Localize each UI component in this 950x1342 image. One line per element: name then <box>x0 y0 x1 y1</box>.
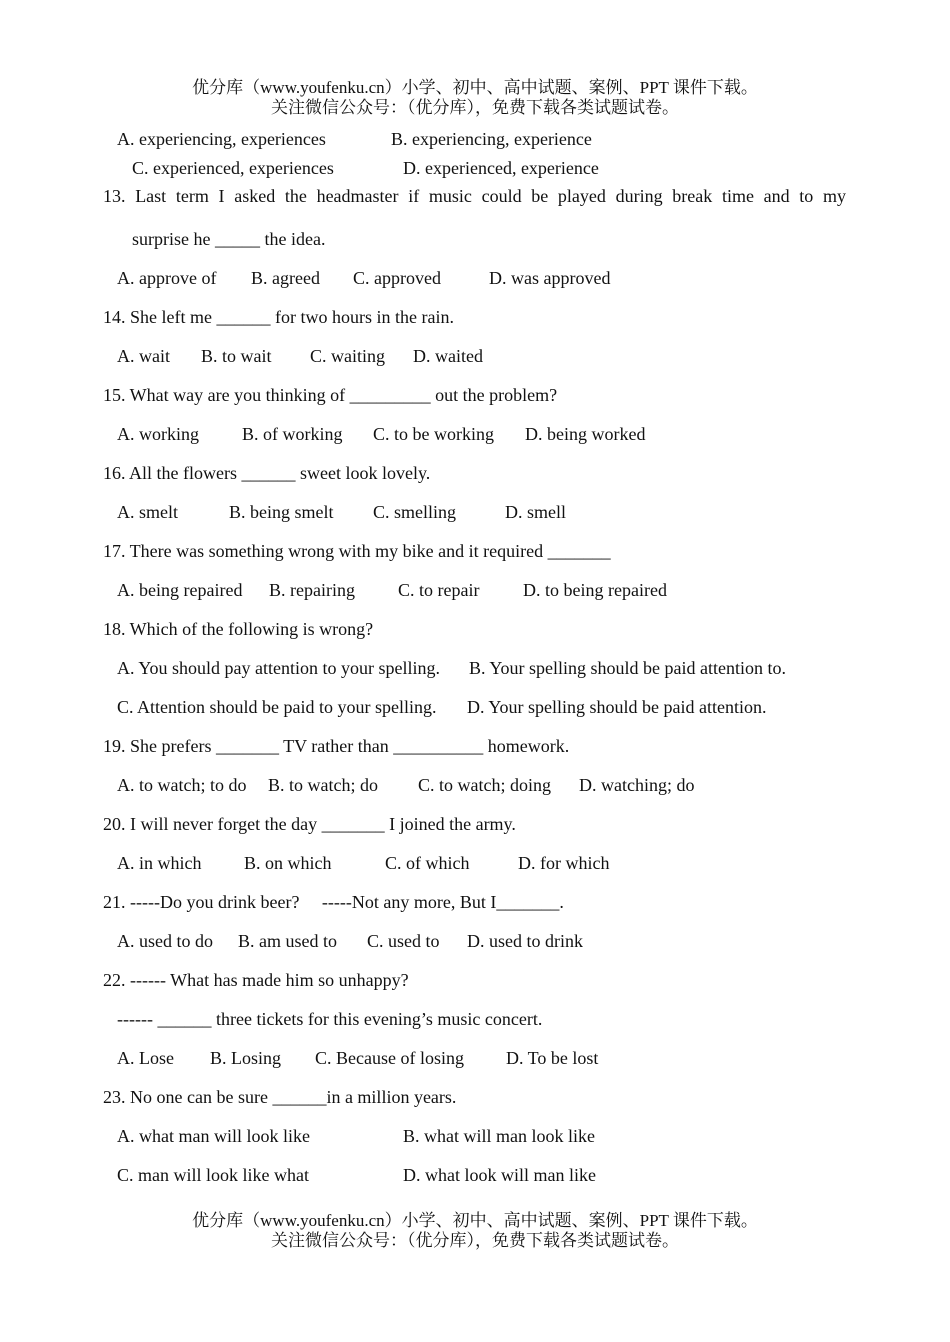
q18-option-d: D. Your spelling should be paid attention. <box>467 697 767 717</box>
q23-option-d: D. what look will man like <box>403 1165 596 1185</box>
q13-option-c: C. approved <box>353 268 441 288</box>
q23-option-c: C. man will look like what <box>117 1165 309 1185</box>
q16-stem: 16. All the flowers ______ sweet look lovely. <box>103 463 431 483</box>
q20-option-b: B. on which <box>244 853 332 873</box>
q16-option-a: A. smelt <box>117 502 178 522</box>
header-line-2: 关注微信公众号：（优分库），免费下载各类试题试卷。 <box>271 98 679 117</box>
q22-option-c: C. Because of losing <box>315 1048 464 1068</box>
q17-option-b: B. repairing <box>269 580 355 600</box>
q19-option-b: B. to watch; do <box>268 775 378 795</box>
q21-option-d: D. used to drink <box>467 931 583 951</box>
q19-option-d: D. watching; do <box>579 775 695 795</box>
q22-option-b: B. Losing <box>210 1048 282 1068</box>
q13-stem-line-1: 13. Last term I asked the headmaster if music could be played during break time and to my <box>103 186 846 206</box>
q14-option-a: A. wait <box>117 346 170 366</box>
q20-stem: 20. I will never forget the day _______ I joined the army. <box>103 814 516 834</box>
q15-option-a: A. working <box>117 424 199 444</box>
footer-line-2: 关注微信公众号：（优分库），免费下载各类试题试卷。 <box>271 1231 679 1250</box>
header-line-1: 优分库（www.youfenku.cn）小学、初中、高中试题、案例、PPT 课件下载。 <box>192 78 758 97</box>
q20-option-d: D. for which <box>518 853 610 873</box>
q15-option-c: C. to be working <box>373 424 494 444</box>
q17-stem: 17. There was something wrong with my bike and it required _______ <box>103 541 611 561</box>
q18-stem: 18. Which of the following is wrong? <box>103 619 374 639</box>
q20-option-a: A. in which <box>117 853 202 873</box>
q17-option-c: C. to repair <box>398 580 480 600</box>
q19-option-c: C. to watch; doing <box>418 775 551 795</box>
q15-stem: 15. What way are you thinking of _________ out the problem? <box>103 385 558 405</box>
q13-option-a: A. approve of <box>117 268 217 288</box>
q13-option-d: D. was approved <box>489 268 611 288</box>
q14-stem: 14. She left me ______ for two hours in the rain. <box>103 307 454 327</box>
q14-option-c: C. waiting <box>310 346 385 366</box>
q21-option-a: A. used to do <box>117 931 213 951</box>
q16-option-b: B. being smelt <box>229 502 334 522</box>
q18-option-a: A. You should pay attention to your spelling. <box>117 658 440 678</box>
q22-stem-line-1: 22. ------ What has made him so unhappy? <box>103 970 409 990</box>
footer-line-1: 优分库（www.youfenku.cn）小学、初中、高中试题、案例、PPT 课件下载。 <box>192 1211 758 1230</box>
q23-stem: 23. No one can be sure ______in a million years. <box>103 1087 457 1107</box>
q12-option-d: D. experienced, experience <box>403 158 599 178</box>
q18-option-b: B. Your spelling should be paid attention to. <box>469 658 786 678</box>
q21-option-c: C. used to <box>367 931 440 951</box>
q20-option-c: C. of which <box>385 853 470 873</box>
q14-option-d: D. waited <box>413 346 483 366</box>
q12-option-b: B. experiencing, experience <box>391 129 592 149</box>
q21-option-b: B. am used to <box>238 931 337 951</box>
q12-option-c: C. experienced, experiences <box>132 158 334 178</box>
q22-option-d: D. To be lost <box>506 1048 599 1068</box>
q18-option-c: C. Attention should be paid to your spelling. <box>117 697 437 717</box>
q22-option-a: A. Lose <box>117 1048 174 1068</box>
q23-option-a: A. what man will look like <box>117 1126 310 1146</box>
q21-stem: 21. -----Do you drink beer? -----Not any more, But I_______. <box>103 892 564 912</box>
q13-stem-line-2: surprise he _____ the idea. <box>132 229 326 249</box>
q14-option-b: B. to wait <box>201 346 272 366</box>
q23-option-b: B. what will man look like <box>403 1126 595 1146</box>
q16-option-c: C. smelling <box>373 502 457 522</box>
q19-stem: 19. She prefers _______ TV rather than __________ homework. <box>103 736 570 756</box>
q15-option-b: B. of working <box>242 424 343 444</box>
q22-stem-line-2: ------ ______ three tickets for this evening’s music concert. <box>117 1009 543 1029</box>
q16-option-d: D. smell <box>505 502 566 522</box>
q17-option-a: A. being repaired <box>117 580 243 600</box>
q19-option-a: A. to watch; to do <box>117 775 247 795</box>
q13-option-b: B. agreed <box>251 268 320 288</box>
q17-option-d: D. to being repaired <box>523 580 667 600</box>
q12-option-a: A. experiencing, experiences <box>117 129 326 149</box>
q15-option-d: D. being worked <box>525 424 646 444</box>
